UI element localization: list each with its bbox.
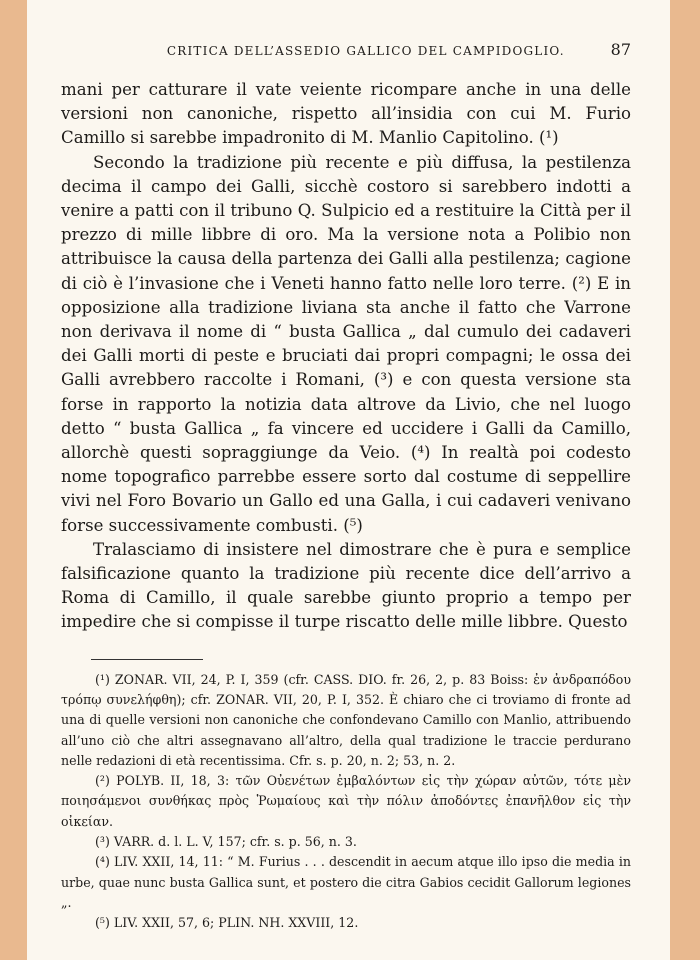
footnote: (⁴) LIV. XXII, 14, 11: “ M. Furius . . . descendit in aecum atque illo ipso die media in urbe, quae nunc busta Gallica sunt, et postero die citra Gabios cecidit Gallorum legiones „. [61,854,631,910]
page-header [61,40,631,64]
paragraph: Secondo la tradizione più recente e più diffusa, la pestilenza decima il campo dei Galli, sicchè costoro si sarebbero indotti a venire a patti con il tribuno Q. Sulpicio ed a restituire la Città per il prezzo di mille libbre di oro. Ma la versione nota a Polibio non attribuisce la causa della partenza dei Galli alla pestilenza; cagione di ciò è l’invasione che i Veneti hanno fatto nelle loro terre. (²) E in opposizione alla tradizione liviana sta anche il fatto che Varrone non derivava il nome di “ busta Gallica „ dal cumulo dei cadaveri dei Galli morti di peste e bruciati dai propri compagni; le ossa dei Galli avrebbero raccolte i Romani, (³) e con questa versione sta forse in rapporto la notizia data altrove da Livio, che nel luogo detto “ busta Gallica „ fa vincere ed uccidere i Galli da Camillo, allorchè questi sopraggiunge da Veio. (⁴) In realtà poi codesto nome topografico parrebbe essere sorto dal costume di seppellire vivi nel Foro Bovario un Gallo ed una Galla, i cui cadaveri venivano forse successivamente combusti. (⁵) [61,152,631,535]
running-title: CRITICA DELL’ASSEDIO GALLICO DEL CAMPIDOGLIO. [166,44,565,58]
paragraph: mani per catturare il vate veiente ricompare anche in una delle versioni non canoniche, rispetto all’insidia con cui M. Furio Camillo si sarebbe impadronito di M. Manlio Capitolino. (¹) [61,80,631,148]
footnotes [61,670,631,934]
book-page [27,0,670,960]
footnote: (¹) ZONAR. VII, 24, P. I, 359 (cfr. CASS. DIO. fr. 26, 2, p. 83 Boiss: ἐν ἀνδραπόδου τρόπῳ συνελήφθη); cfr. ZONAR. VII, 20, P. I, 352. È chiaro che ci troviamo di fronte ad una di quelle versioni non canoniche che confondevano Camillo con Manlio, attribuendo all’uno ciò che altri assegnavano all’altro, della qual tradizione le traccie perdurano nelle redazioni di età recentissima. Cfr. s. p. 20, n. 2; 53, n. 2. [61,671,631,768]
footnote: (⁵) LIV. XXII, 57, 6; PLIN. NH. XXVIII, 12. [95,915,359,931]
page-number: 87 [610,40,631,59]
footnote-divider [91,659,203,660]
footnote: (²) POLYB. II, 18, 3: τῶν Οὐενέτων ἐμβαλόντων εἰς τὴν χώραν αὐτῶν, τότε μὲν ποιησάμενοι συνθήκας πρὸς Ῥωμαίους καὶ τὴν πόλιν ἀποδόντες ἐπανῆλθον εἰς τὴν οἰκείαν. [61,773,631,829]
footnote: (³) VARR. d. l. L. V, 157; cfr. s. p. 56, n. 3. [95,834,357,850]
paragraph: Tralasciamo di insistere nel dimostrare che è pura e semplice falsificazione quanto la tradizione più recente dice dell’arrivo a Roma di Camillo, il quale sarebbe giunto proprio a tempo per impedire che si compisse il turpe riscatto delle mille libbre. Questo [61,539,631,632]
main-text [61,78,631,635]
